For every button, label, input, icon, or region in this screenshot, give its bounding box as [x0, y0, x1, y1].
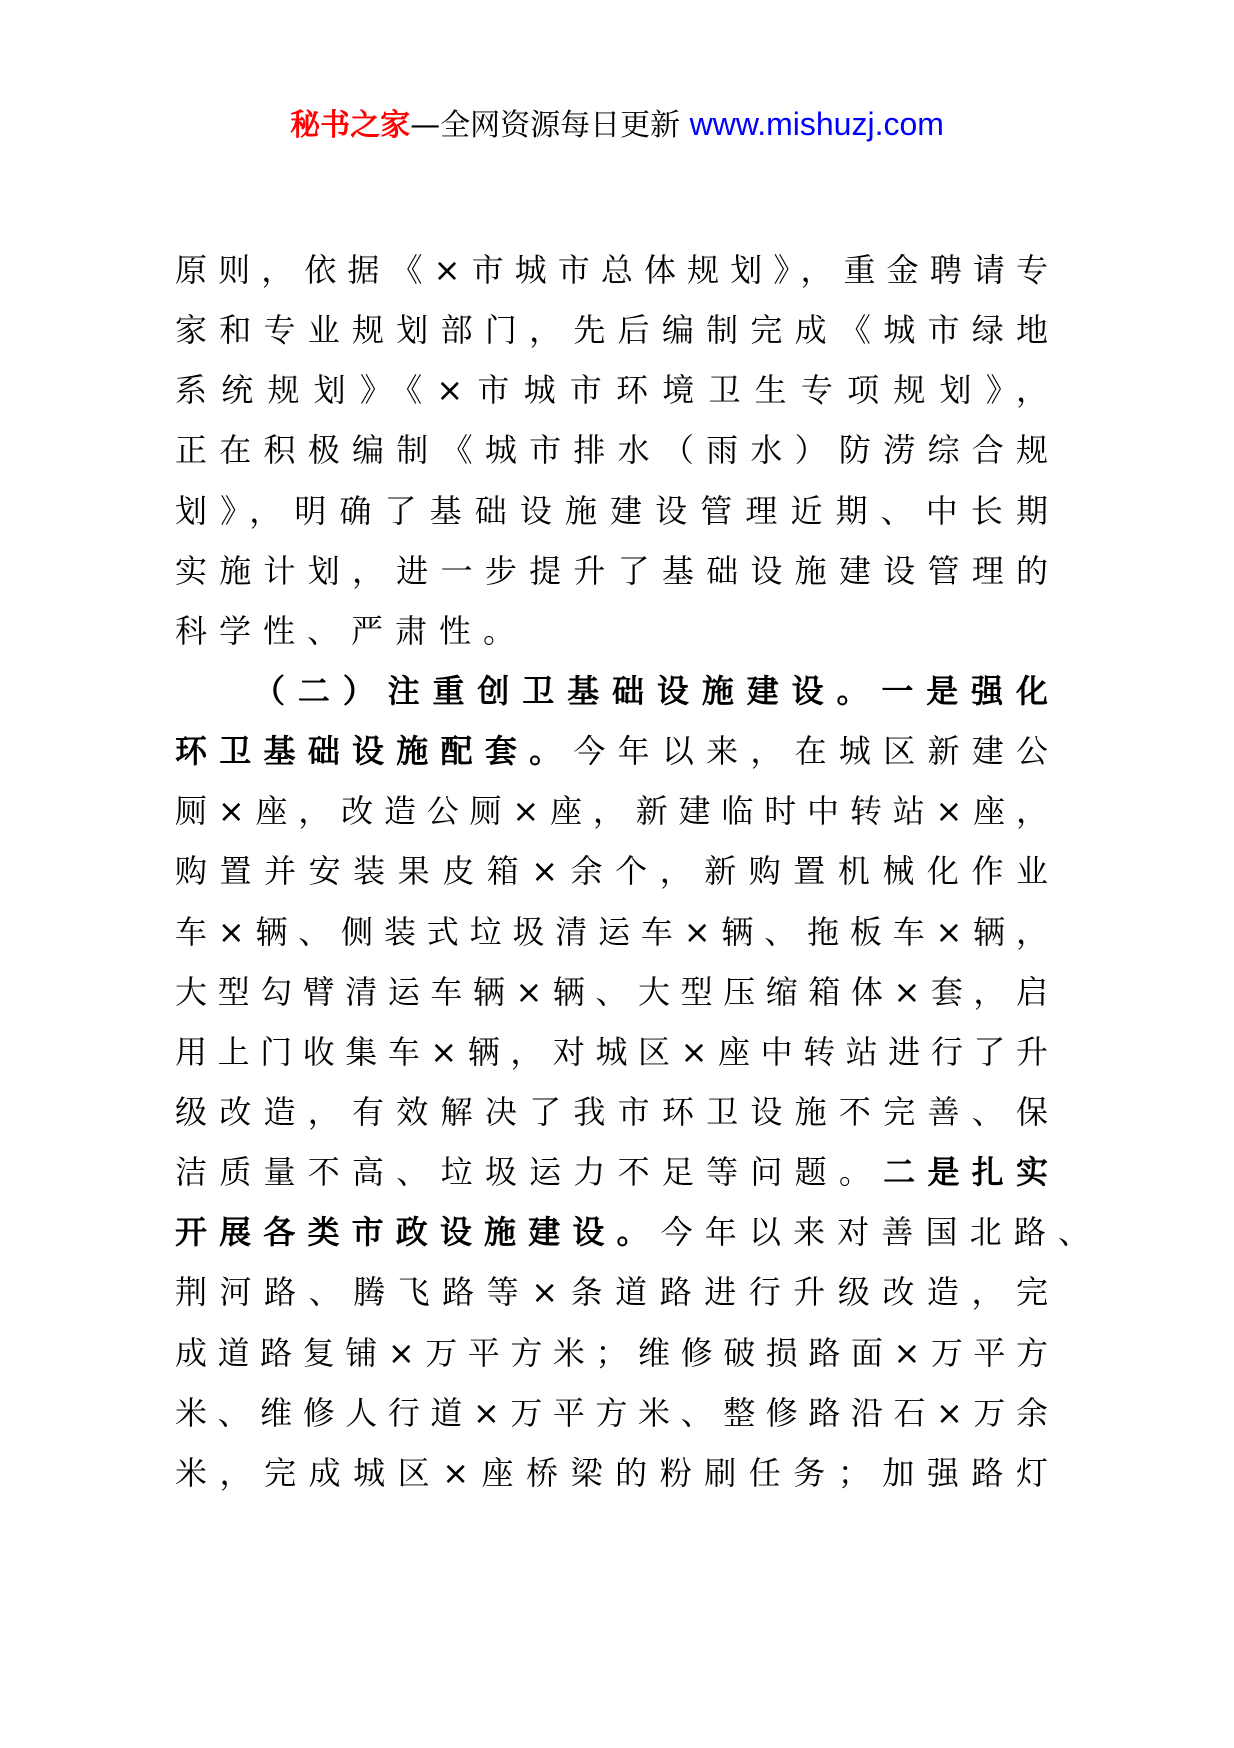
site-url-link[interactable]: www.mishuzj.com: [689, 106, 944, 142]
text-segment: 购置并安装果皮箱×余个，新购置机械化作业: [175, 852, 1058, 891]
text-line: [175, 841, 1058, 901]
text-line: [175, 300, 1058, 360]
text-segment: 家和专业规划部门，先后编制完成《城市绿地: [175, 311, 1058, 350]
text-segment: 成道路复铺×万平方米；维修破损路面×万平方: [175, 1333, 1058, 1372]
text-line: [175, 1443, 1058, 1503]
text-line: [175, 601, 1058, 661]
text-line: [175, 1262, 1058, 1322]
text-segment: 系统规划》《×市城市环境卫生专项规划》，: [175, 371, 1058, 410]
text-line: [175, 360, 1058, 420]
text-segment: 今年以来对善国北路、: [660, 1213, 1100, 1252]
text-line: [175, 661, 1058, 721]
text-line: [175, 420, 1058, 480]
text-segment: 科学性、严肃性。: [175, 611, 528, 650]
text-segment: 米，完成城区×座桥梁的粉刷任务；加强路灯: [175, 1453, 1058, 1492]
text-line: [175, 481, 1058, 541]
text-line: [175, 240, 1058, 300]
text-segment: 今年以来，在城区新建公: [573, 732, 1058, 771]
bold-text-segment: 二是扎实: [883, 1153, 1058, 1192]
site-brand: 秘书之家: [290, 108, 411, 143]
text-segment: 车×辆、侧装式垃圾清运车×辆、拖板车×辆，: [175, 912, 1058, 951]
text-line: [175, 541, 1058, 601]
site-header: [0, 104, 1234, 146]
bold-text-segment: 开展各类市政设施建设。: [175, 1213, 661, 1252]
text-line: [175, 781, 1058, 841]
text-line: [175, 1082, 1058, 1142]
text-segment: 用上门收集车×辆，对城区×座中转站进行了升: [175, 1032, 1058, 1071]
text-segment: 级改造，有效解决了我市环卫设施不完善、保: [175, 1092, 1058, 1131]
text-segment: 厕×座，改造公厕×座，新建临时中转站×座，: [175, 792, 1058, 831]
site-tagline: —全网资源每日更新: [410, 108, 690, 143]
text-line: [175, 1383, 1058, 1443]
text-segment: 米、维修人行道×万平方米、整修路沿石×万余: [175, 1393, 1058, 1432]
text-segment: 大型勾臂清运车辆×辆、大型压缩箱体×套，启: [175, 972, 1058, 1011]
text-line: [175, 1323, 1058, 1383]
text-line: [175, 902, 1058, 962]
text-line: [175, 721, 1058, 781]
text-line: [175, 1202, 1100, 1262]
text-segment: 洁质量不高、垃圾运力不足等问题。: [175, 1153, 884, 1192]
text-segment: 原则，依据《×市城市总体规划》，重金聘请专: [175, 251, 1058, 289]
document-body: [175, 240, 1100, 1503]
text-line: [175, 1022, 1058, 1082]
bold-text-segment: 环卫基础设施配套。: [175, 732, 574, 771]
text-line: [175, 962, 1058, 1022]
text-line: [175, 1142, 1058, 1202]
text-segment: 正在积极编制《城市排水（雨水）防涝综合规: [175, 431, 1058, 470]
text-segment: 划》，明确了基础设施建设管理近期、中长期: [175, 491, 1058, 530]
text-segment: 荆河路、腾飞路等×条道路进行升级改造，完: [175, 1273, 1058, 1312]
text-segment: 实施计划，进一步提升了基础设施建设管理的: [175, 551, 1058, 590]
bold-text-segment: （二）注重创卫基础设施建设。一是强化: [253, 671, 1058, 710]
